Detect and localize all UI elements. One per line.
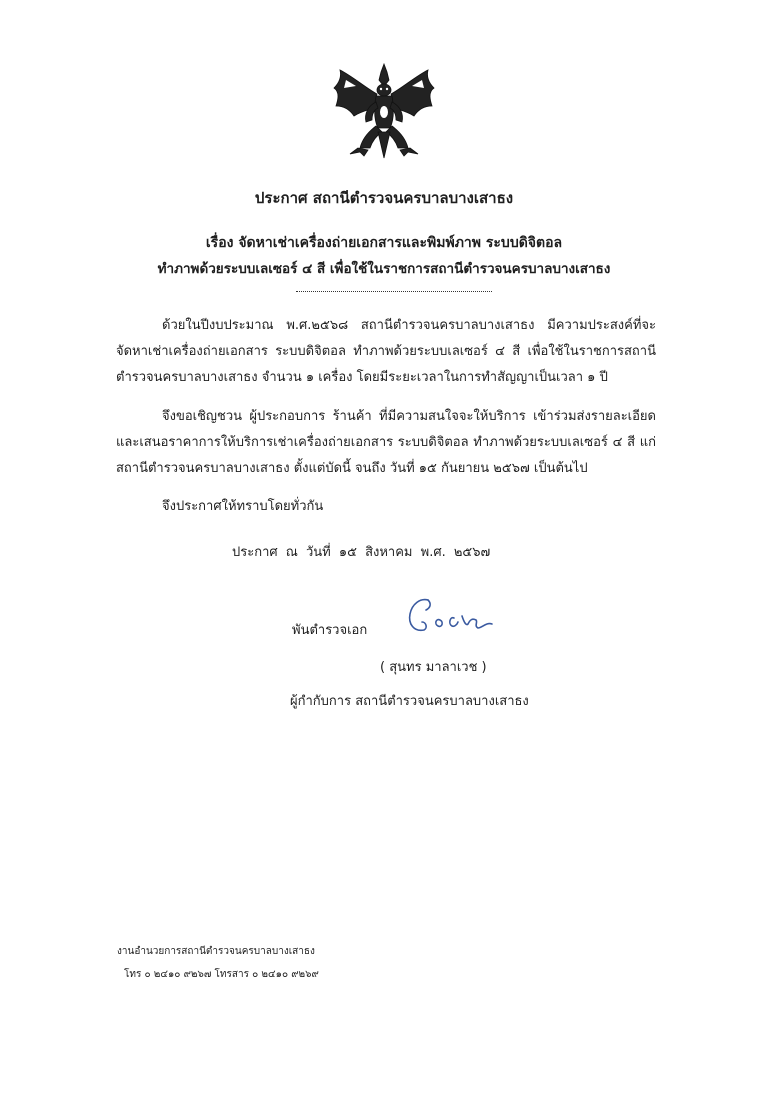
handwritten-signature — [402, 592, 512, 644]
footer-department: งานอำนวยการสถานีตำรวจนครบาลบางเสาธง — [117, 946, 315, 957]
signatory-position: ผู้กำกับการ สถานีตำรวจนครบาลบางเสาธง — [290, 694, 529, 709]
body-paragraph-1: ด้วยในปีงบประมาณ พ.ศ.๒๕๖๘ สถานีตำรวจนครบาลบางเสาธง มีความประสงค์ที่จะจัดหาเช่าเครื่องถ่ายเอกสาร ระบบดิจิตอล ทำภาพด้วยระบบเลเซอร์ ๔ สี เพื่อใช้ในราชการสถานีตำรวจนครบาลบางเสาธง จำนวน ๑ เครื่อง โดยมีระยะเวลาในการทำสัญญาเป็นเวลา ๑ ปี — [116, 318, 656, 385]
subject-text-1: เรื่อง จัดหาเช่าเครื่องถ่ายเอกสารและพิมพ์ภาพ ระบบดิจิตอล — [205, 235, 563, 251]
subject-text-2: ทำภาพด้วยระบบเลเซอร์ ๔ สี เพื่อใช้ในราชการสถานีตำรวจนครบาลบางเสาธง — [157, 261, 611, 277]
garuda-emblem-icon — [330, 62, 438, 162]
body-paragraph-2: จึงขอเชิญชวน ผู้ประกอบการ ร้านค้า ที่มีความสนใจจะให้บริการ เข้าร่วมส่งรายละเอียด และเสนอราคาการให้บริการเช่าเครื่องถ่ายเอกสาร ระบบดิจิตอล ทำภาพด้วยระบบเลเซอร์ ๔ สี แก่สถานีตำรวจนครบาลบางเสาธง ตั้งแต่บัดนี้ จนถึง วันที่ ๑๕ กันยายน ๒๕๖๗ เป็นต้นไป — [116, 409, 656, 476]
footer-contact: โทร ๐ ๒๔๑๐ ๙๒๖๗ โทรสาร ๐ ๒๔๑๐ ๙๒๖๙ — [124, 969, 319, 980]
subject-line-2 — [0, 257, 768, 279]
closing-statement: จึงประกาศให้ทราบโดยทั่วกัน — [162, 499, 324, 514]
announcement-date: ประกาศ ณ วันที่ ๑๕ สิงหาคม พ.ศ. ๒๕๖๗ — [232, 545, 491, 560]
dotted-divider — [296, 291, 492, 292]
subject-line-1 — [0, 232, 768, 254]
announcement-title: ประกาศ สถานีตำรวจนครบาลบางเสาธง — [254, 189, 514, 207]
signatory-name: ( สุนทร มาลาเวช ) — [380, 660, 487, 675]
signatory-rank: พันตำรวจเอก — [292, 623, 368, 638]
